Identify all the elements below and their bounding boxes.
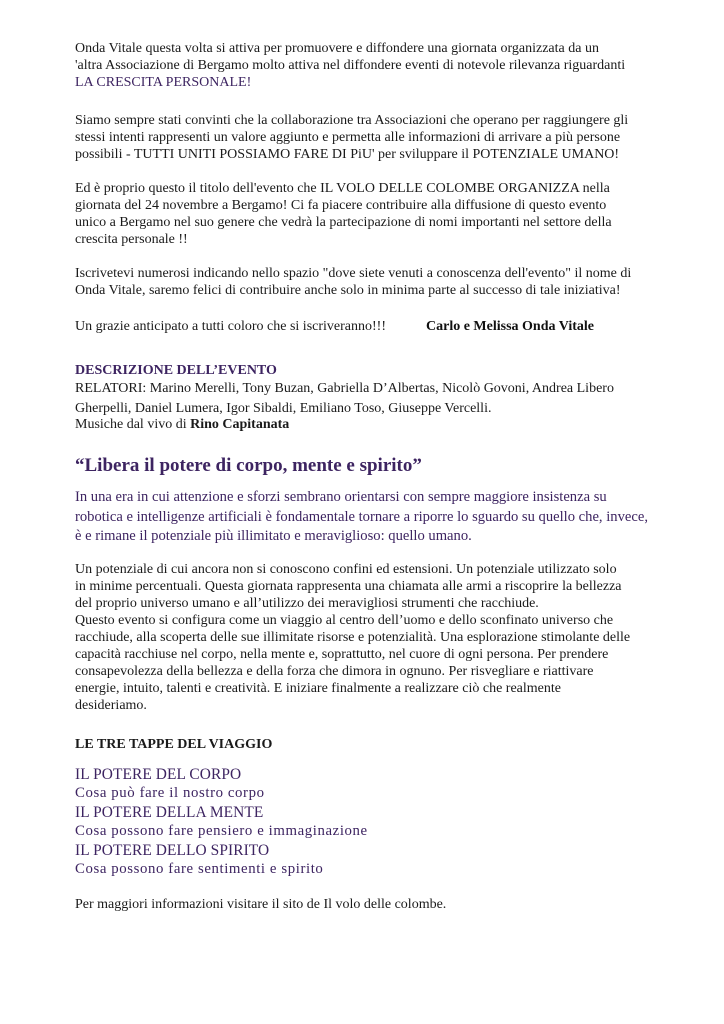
text-line: energie, intuito, talenti e creatività. E iniziare finalmente a realizzare ciò che realmente	[75, 681, 561, 696]
text-line: Gherpelli, Daniel Lumera, Igor Sibaldi, Emiliano Toso, Giuseppe Vercelli.	[75, 401, 492, 416]
event-title: “Libera il potere di corpo, mente e spirito”	[75, 455, 422, 476]
footer-note: Per maggiori informazioni visitare il sito de Il volo delle colombe.	[75, 897, 447, 912]
text-line: Onda Vitale, saremo felici di contribuire anche solo in minima parte al successo di tale iniziativa!	[75, 283, 621, 298]
intro-paragraph-4	[75, 265, 631, 299]
text-line: giornata del 24 novembre a Bergamo! Ci fa piacere contribuire alla diffusione di questo evento	[75, 198, 607, 213]
music-artist: Rino Capitanata	[190, 417, 290, 432]
text-line: stessi intenti rappresenti un valore aggiunto e permetta alle informazioni di arrivare a più persone	[75, 130, 621, 145]
event-body	[75, 561, 630, 714]
stage-subtitle: Cosa possono fare sentimenti e spirito	[75, 861, 324, 877]
text-line: è e rimane il potenziale più illimitato e meraviglioso: quello umano.	[75, 528, 472, 545]
thanks-line: Un grazie anticipato a tutti coloro che si iscriveranno!!!	[75, 319, 386, 334]
event-heading: DESCRIZIONE DELL’EVENTO	[75, 363, 277, 378]
text-line: In una era in cui attenzione e sforzi sembrano orientarsi con sempre maggiore insistenza su	[75, 489, 607, 505]
signature: Carlo e Melissa Onda Vitale	[426, 319, 594, 334]
text-line: Ed è proprio questo il titolo dell'evento che IL VOLO DELLE COLOMBE ORGANIZZA nella	[75, 181, 610, 196]
stages-heading: LE TRE TAPPE DEL VIAGGIO	[75, 737, 273, 752]
text-line: in minime percentuali. Questa giornata rappresenta una chiamata alle armi a riscoprire la bellezza	[75, 579, 622, 594]
text-line: Siamo sempre stati convinti che la collaborazione tra Associazioni che operano per raggiungere gli	[75, 113, 629, 128]
intro-paragraph-2	[75, 112, 628, 163]
music-prefix: Musiche dal vivo di	[75, 417, 191, 432]
text-line: 'altra Associazione di Bergamo molto attiva nel diffondere eventi di notevole rilevanza riguardanti	[75, 58, 626, 73]
text-line: crescita personale !!	[75, 232, 188, 247]
text-line: Questo evento si configura come un viaggio al centro dell’uomo e dello sconfinato universo che	[75, 613, 614, 628]
stage-title: IL POTERE DELLA MENTE	[75, 804, 264, 821]
text-line: del proprio universo umano e all’utilizzo dei meravigliosi strumenti che racchiude.	[75, 596, 539, 611]
stage-subtitle: Cosa può fare il nostro corpo	[75, 785, 265, 801]
text-line: LA CRESCITA PERSONALE!	[75, 75, 252, 90]
stage-title: IL POTERE DELLO SPIRITO	[75, 842, 270, 859]
speakers-list	[75, 379, 614, 419]
stage-title: IL POTERE DEL CORPO	[75, 766, 242, 783]
text-line: capacità racchiuse nel corpo, nella mente e, soprattutto, nel cuore di ogni persona. Per prendere	[75, 647, 609, 662]
text-line: robotica e intelligenze artificiali è fondamentale tornare a riporre lo sguardo su quello che, invece,	[75, 508, 648, 525]
stage-subtitle: Cosa possono fare pensiero e immaginazione	[75, 823, 368, 839]
text-line: unico a Bergamo nel suo genere che vedrà la partecipazione di nomi importanti nel settore della	[75, 215, 612, 230]
intro-paragraph-1	[75, 40, 625, 91]
text-line: desideriamo.	[75, 698, 147, 713]
text-line: Un potenziale di cui ancora non si conoscono confini ed estensioni. Un potenziale utilizzato solo	[75, 562, 617, 577]
stages-list	[75, 765, 368, 879]
text-line: Onda Vitale questa volta si attiva per promuovere e diffondere una giornata organizzata da un	[75, 41, 599, 56]
text-line: Iscrivetevi numerosi indicando nello spazio "dove siete venuti a conoscenza dell'evento" il nome di	[75, 266, 632, 281]
text-line: RELATORI: Marino Merelli, Tony Buzan, Gabriella D’Albertas, Nicolò Govoni, Andrea Libero	[75, 381, 614, 396]
intro-paragraph-3	[75, 180, 612, 248]
text-line: possibili - TUTTI UNITI POSSIAMO FARE DI PiU' per sviluppare il POTENZIALE UMANO!	[75, 147, 620, 162]
event-intro	[75, 488, 648, 547]
text-line: racchiude, alla scoperta delle sue illimitate risorse e potenzialità. Una esplorazione stimolante delle	[75, 630, 631, 645]
live-music-line	[75, 416, 289, 433]
text-line: consapevolezza della bellezza e della forza che dimora in ognuno. Per risvegliare e riattivare	[75, 664, 594, 679]
